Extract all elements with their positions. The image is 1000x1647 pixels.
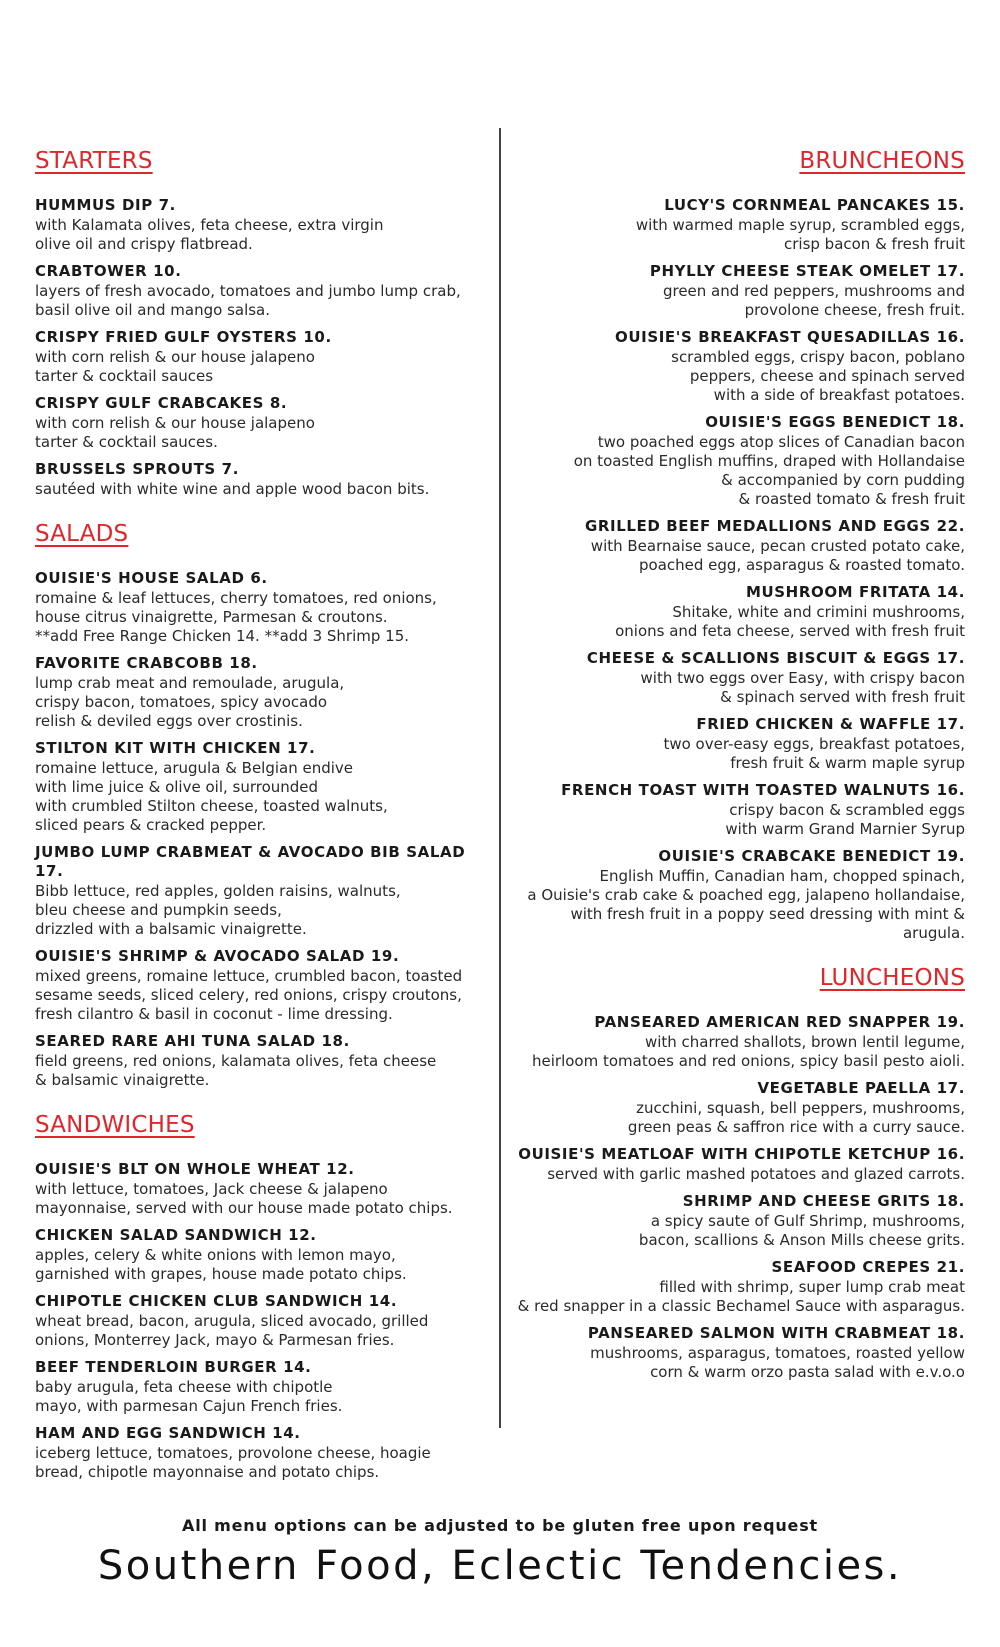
menu-item-name: SHRIMP AND CHEESE GRITS 18. bbox=[682, 1192, 965, 1210]
menu-item-description: two poached eggs atop slices of Canadian bacon on toasted English muffins, draped with Hollandaise & accompanied by corn pudding & roasted tomato & fresh fruit bbox=[573, 433, 965, 508]
menu-item-description: romaine & leaf lettuces, cherry tomatoes, red onions, house citrus vinaigrette, Parmesan & croutons. **add Free Range Chicken 14. **add 3 Shrimp 15. bbox=[35, 589, 437, 645]
menu-item-name: CRISPY FRIED GULF OYSTERS 10. bbox=[35, 328, 332, 346]
menu-item bbox=[35, 569, 490, 646]
menu-item-name: GRILLED BEEF MEDALLIONS AND EGGS 22. bbox=[584, 517, 965, 535]
menu-item-description: with Bearnaise sauce, pecan crusted potato cake, poached egg, asparagus & roasted tomato. bbox=[590, 537, 965, 574]
menu-item-name: PANSEARED AMERICAN RED SNAPPER 19. bbox=[594, 1013, 965, 1031]
luncheons-title: LUNCHEONS bbox=[819, 965, 965, 991]
menu-item-name: CHIPOTLE CHICKEN CLUB SANDWICH 14. bbox=[35, 1292, 398, 1310]
menu-item-name: JUMBO LUMP CRABMEAT & AVOCADO BIB SALAD 17. bbox=[35, 843, 466, 880]
starters-title: STARTERS bbox=[35, 148, 153, 174]
menu-item bbox=[508, 781, 965, 839]
menu-item-description: with two eggs over Easy, with crispy bacon & spinach served with fresh fruit bbox=[640, 669, 965, 706]
menu-item bbox=[508, 583, 965, 641]
menu-item-description: green and red peppers, mushrooms and provolone cheese, fresh fruit. bbox=[662, 282, 965, 319]
menu-item bbox=[508, 649, 965, 707]
menu-item-name: PANSEARED SALMON WITH CRABMEAT 18. bbox=[587, 1324, 965, 1342]
menu-item-description: field greens, red onions, kalamata olives, feta cheese & balsamic vinaigrette. bbox=[35, 1052, 437, 1089]
menu-item bbox=[508, 328, 965, 405]
menu-item bbox=[508, 1258, 965, 1316]
menu-item-name: OUISIE'S HOUSE SALAD 6. bbox=[35, 569, 268, 587]
menu-item bbox=[35, 1226, 490, 1284]
menu-item bbox=[35, 1032, 490, 1090]
menu-item-name: BEEF TENDERLOIN BURGER 14. bbox=[35, 1358, 312, 1376]
menu-item-description: a spicy saute of Gulf Shrimp, mushrooms, bacon, scallions & Anson Mills cheese grits. bbox=[638, 1212, 965, 1249]
menu-item-description: romaine lettuce, arugula & Belgian endive with lime juice & olive oil, surrounded with crumbled Stilton cheese, toasted walnuts, sliced pears & cracked pepper. bbox=[35, 759, 388, 834]
menu-item bbox=[35, 1424, 490, 1482]
menu-item-name: CHICKEN SALAD SANDWICH 12. bbox=[35, 1226, 317, 1244]
salads-items bbox=[35, 569, 490, 1090]
luncheons-items bbox=[508, 1013, 965, 1382]
bruncheons-title: BRUNCHEONS bbox=[799, 148, 965, 174]
menu-item-description: Bibb lettuce, red apples, golden raisins, walnuts, bleu cheese and pumpkin seeds, drizzled with a balsamic vinaigrette. bbox=[35, 882, 401, 938]
menu-item bbox=[35, 394, 490, 452]
menu-item-name: MUSHROOM FRITATA 14. bbox=[745, 583, 965, 601]
left-column bbox=[35, 148, 490, 1504]
gluten-free-note: All menu options can be adjusted to be gluten free upon request bbox=[182, 1516, 818, 1535]
tagline: Southern Food, Eclectic Tendencies. bbox=[97, 1543, 903, 1589]
bruncheons-items bbox=[508, 196, 965, 943]
salads-section bbox=[35, 521, 490, 1090]
menu-item-name: VEGETABLE PAELLA 17. bbox=[757, 1079, 965, 1097]
menu-item-name: OUISIE'S MEATLOAF WITH CHIPOTLE KETCHUP 16. bbox=[518, 1145, 965, 1163]
menu-item-description: wheat bread, bacon, arugula, sliced avocado, grilled onions, Monterrey Jack, mayo & Parmesan fries. bbox=[35, 1312, 429, 1349]
menu-item-name: OUISIE'S SHRIMP & AVOCADO SALAD 19. bbox=[35, 947, 400, 965]
menu-item-name: CRISPY GULF CRABCAKES 8. bbox=[35, 394, 288, 412]
menu-item bbox=[508, 715, 965, 773]
menu-item bbox=[508, 1145, 965, 1184]
menu-item-name: SEAFOOD CREPES 21. bbox=[771, 1258, 965, 1276]
menu-item-description: scrambled eggs, crispy bacon, poblano peppers, cheese and spinach served with a side of breakfast potatoes. bbox=[671, 348, 965, 404]
menu-item bbox=[35, 843, 490, 939]
menu-item-name: HAM AND EGG SANDWICH 14. bbox=[35, 1424, 301, 1442]
menu-item-name: OUISIE'S EGGS BENEDICT 18. bbox=[705, 413, 965, 431]
menu-item-name: OUISIE'S CRABCAKE BENEDICT 19. bbox=[658, 847, 965, 865]
menu-item bbox=[508, 262, 965, 320]
starters-items bbox=[35, 196, 490, 499]
menu-item-description: with lettuce, tomatoes, Jack cheese & jalapeno mayonnaise, served with our house made potato chips. bbox=[35, 1180, 453, 1217]
sandwiches-section bbox=[35, 1112, 490, 1482]
menu-item-name: OUISIE'S BLT ON WHOLE WHEAT 12. bbox=[35, 1160, 355, 1178]
menu-item-description: lump crab meat and remoulade, arugula, crispy bacon, tomatoes, spicy avocado relish & deviled eggs over crostinis. bbox=[35, 674, 345, 730]
menu-item bbox=[35, 328, 490, 386]
menu-item bbox=[35, 1292, 490, 1350]
menu-item bbox=[508, 413, 965, 509]
menu-item-description: mixed greens, romaine lettuce, crumbled bacon, toasted sesame seeds, sliced celery, red onions, crispy croutons, fresh cilantro & basil in coconut - lime dressing. bbox=[35, 967, 463, 1023]
menu-item-description: with charred shallots, brown lentil legume, heirloom tomatoes and red onions, spicy basil pesto aioli. bbox=[532, 1033, 965, 1070]
menu-item-description: baby arugula, feta cheese with chipotle mayo, with parmesan Cajun French fries. bbox=[35, 1378, 343, 1415]
menu-item-description: with corn relish & our house jalapeno tarter & cocktail sauces bbox=[35, 348, 315, 385]
menu-item bbox=[508, 517, 965, 575]
menu-item-description: with corn relish & our house jalapeno tarter & cocktail sauces. bbox=[35, 414, 315, 451]
menu-item-description: layers of fresh avocado, tomatoes and jumbo lump crab, basil olive oil and mango salsa. bbox=[35, 282, 461, 319]
menu-item-name: PHYLLY CHEESE STEAK OMELET 17. bbox=[649, 262, 965, 280]
menu-item-name: SEARED RARE AHI TUNA SALAD 18. bbox=[35, 1032, 350, 1050]
menu-item-description: apples, celery & white onions with lemon mayo, garnished with grapes, house made potato chips. bbox=[35, 1246, 407, 1283]
menu-item bbox=[35, 460, 490, 499]
sandwiches-items bbox=[35, 1160, 490, 1482]
menu-item-description: served with garlic mashed potatoes and glazed carrots. bbox=[547, 1165, 965, 1183]
menu-item-name: CHEESE & SCALLIONS BISCUIT & EGGS 17. bbox=[586, 649, 965, 667]
bruncheons-section bbox=[508, 148, 965, 943]
menu-item bbox=[35, 654, 490, 731]
menu-item bbox=[508, 1324, 965, 1382]
right-column bbox=[508, 148, 965, 1404]
menu-item bbox=[508, 1192, 965, 1250]
menu-item-description: zucchini, squash, bell peppers, mushrooms, green peas & saffron rice with a curry sauce. bbox=[627, 1099, 965, 1136]
menu-item-name: LUCY'S CORNMEAL PANCAKES 15. bbox=[664, 196, 965, 214]
menu-item-description: Shitake, white and crimini mushrooms, onions and feta cheese, served with fresh fruit bbox=[615, 603, 965, 640]
menu-item bbox=[35, 1358, 490, 1416]
column-divider bbox=[499, 128, 501, 1428]
menu-item bbox=[35, 947, 490, 1024]
menu-item-name: HUMMUS DIP 7. bbox=[35, 196, 176, 214]
menu-item-description: mushrooms, asparagus, tomatoes, roasted yellow corn & warm orzo pasta salad with e.v.o.o bbox=[590, 1344, 965, 1381]
menu-item-name: OUISIE'S BREAKFAST QUESADILLAS 16. bbox=[615, 328, 965, 346]
menu-item bbox=[35, 1160, 490, 1218]
menu-item-description: filled with shrimp, super lump crab meat & red snapper in a classic Bechamel Sauce with asparagus. bbox=[517, 1278, 965, 1315]
menu-item-description: with warmed maple syrup, scrambled eggs, crisp bacon & fresh fruit bbox=[635, 216, 965, 253]
menu-item-name: CRABTOWER 10. bbox=[35, 262, 182, 280]
menu-item-description: sautéed with white wine and apple wood bacon bits. bbox=[35, 480, 430, 498]
menu-item-description: two over-easy eggs, breakfast potatoes, fresh fruit & warm maple syrup bbox=[663, 735, 965, 772]
salads-title: SALADS bbox=[35, 521, 129, 547]
menu-item bbox=[35, 196, 490, 254]
menu-item-name: FRIED CHICKEN & WAFFLE 17. bbox=[696, 715, 965, 733]
menu-item-description: iceberg lettuce, tomatoes, provolone cheese, hoagie bread, chipotle mayonnaise and potato chips. bbox=[35, 1444, 431, 1481]
luncheons-section bbox=[508, 965, 965, 1382]
menu-item bbox=[508, 196, 965, 254]
starters-section bbox=[35, 148, 490, 499]
menu-item bbox=[508, 847, 965, 943]
menu-item-name: FRENCH TOAST WITH TOASTED WALNUTS 16. bbox=[561, 781, 965, 799]
menu-item bbox=[35, 262, 490, 320]
menu-item-name: FAVORITE CRABCOBB 18. bbox=[35, 654, 258, 672]
menu-item-description: crispy bacon & scrambled eggs with warm Grand Marnier Syrup bbox=[725, 801, 965, 838]
sandwiches-title: SANDWICHES bbox=[35, 1112, 195, 1138]
menu-item-name: STILTON KIT WITH CHICKEN 17. bbox=[35, 739, 316, 757]
menu-item bbox=[508, 1013, 965, 1071]
menu-item-name: BRUSSELS SPROUTS 7. bbox=[35, 460, 239, 478]
menu-item bbox=[35, 739, 490, 835]
menu-item bbox=[508, 1079, 965, 1137]
menu-item-description: English Muffin, Canadian ham, chopped spinach, a Ouisie's crab cake & poached egg, jalapeno hollandaise, with fresh fruit in a poppy seed dressing with mint & arugula. bbox=[527, 867, 965, 942]
menu-item-description: with Kalamata olives, feta cheese, extra virgin olive oil and crispy flatbread. bbox=[35, 216, 384, 253]
